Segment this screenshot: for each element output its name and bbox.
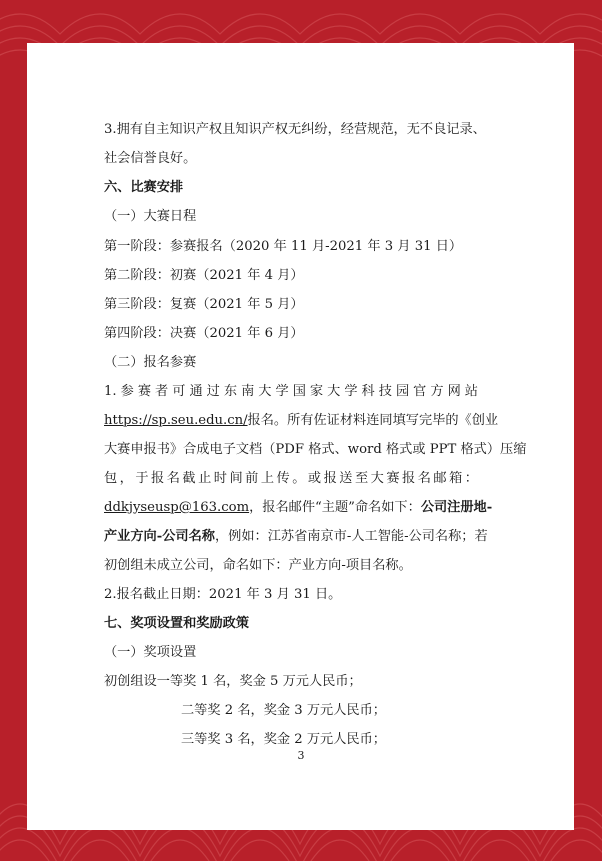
section-heading: 七、奖项设置和奖励政策 [104,616,250,631]
text-line [104,412,498,430]
award-item: 二等奖 2 名，奖金 3 万元人民币； [181,703,386,718]
bold-segment: 产业方向-公司名称 [104,529,215,544]
text-segment: ，例如：江苏省南京市-人工智能-公司名称；若 [214,529,488,544]
text-segment: 报名。所有佐证材料连同填写完毕的《创业 [247,413,499,428]
text-line: 包，于报名截止时间前上传。或报送至大赛报名邮箱： [104,471,478,486]
schedule-item: 第一阶段：参赛报名（2020 年 11 月-2021 年 3 月 31 日） [104,239,463,254]
subsection-heading: （一）大赛日程 [104,209,197,224]
subsection-heading: （二）报名参赛 [104,355,197,370]
text-line: 大赛申报书》合成电子文档（PDF 格式、word 格式或 PPT 格式）压缩 [104,442,527,457]
award-item: 三等奖 3 名，奖金 2 万元人民币； [181,732,386,747]
page-number: 3 [297,749,305,762]
bold-segment: 公司注册地- [420,500,493,515]
schedule-item: 第四阶段：决赛（2021 年 6 月） [104,326,304,341]
text-line: 3.拥有自主知识产权且知识产权无纠纷，经营规范，无不良记录、 [104,122,486,137]
text-line: 2.报名截止日期：2021 年 3 月 31 日。 [104,587,342,602]
text-line: 社会信誉良好。 [104,151,197,166]
schedule-item: 第二阶段：初赛（2021 年 4 月） [104,268,304,283]
schedule-item: 第三阶段：复赛（2021 年 5 月） [104,297,304,312]
text-segment: ，报名邮件“主题”命名如下： [249,500,421,515]
email-link[interactable]: ddkjyseusp@163.com [104,500,250,515]
text-line [104,499,492,517]
text-line: 初创组未成立公司，命名如下：产业方向-项目名称。 [104,558,412,573]
award-item: 初创组设一等奖 1 名，奖金 5 万元人民币； [104,674,362,689]
section-heading: 六、比赛安排 [104,180,184,195]
subsection-heading: （一）奖项设置 [104,645,197,660]
website-link[interactable]: https://sp.seu.edu.cn/ [104,413,248,428]
text-line: 1.参赛者可通过东南大学国家大学科技园官方网站 [104,384,478,399]
text-line [104,528,488,546]
